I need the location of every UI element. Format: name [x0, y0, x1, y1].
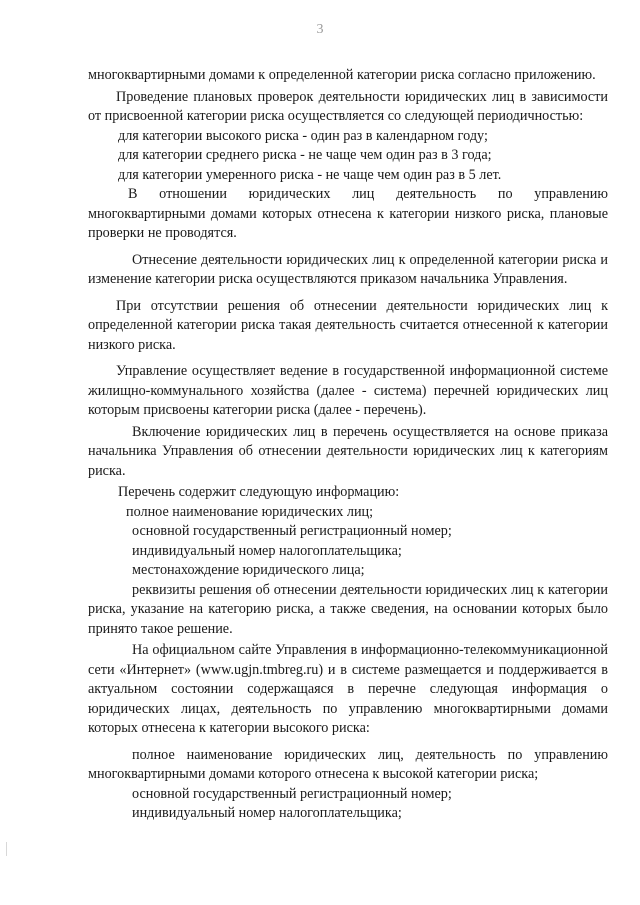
- list-item: для категории высокого риска - один раз в календарном году;: [118, 127, 488, 144]
- list-item: реквизиты решения об отнесении деятельности юридических лиц к категории риска, указание на категорию риска, а также сведения, на основании которых было принято такое решение.: [88, 581, 608, 637]
- paragraph: В отношении юридических лиц деятельность по управлению многоквартирными домами которых отнесена к категории низкого риска, плановые проверки не проводятся.: [88, 186, 608, 241]
- paragraph: Проведение плановых проверок деятельности юридических лиц в зависимости от присвоенной категории риска осуществляется со следующей периодичностью:: [88, 88, 608, 124]
- paragraph: Включение юридических лиц в перечень осуществляется на основе приказа начальника Управления об отнесении деятельности юридических лиц к категориям риска.: [88, 423, 608, 479]
- list-item: индивидуальный номер налогоплательщика;: [132, 542, 402, 559]
- list-item: основной государственный регистрационный номер;: [132, 523, 452, 539]
- document-body: [88, 66, 608, 824]
- paragraph: При отсутствии решения об отнесении деятельности юридических лиц к определенной категории риска такая деятельность считается отнесенной к категории низкого риска.: [88, 297, 608, 353]
- paragraph: многоквартирными домами к определенной категории риска согласно приложению.: [88, 67, 596, 83]
- page-number: 3: [316, 22, 324, 37]
- paragraph: Перечень содержит следующую информацию:: [118, 484, 400, 500]
- list-item: основной государственный регистрационный номер;: [132, 785, 452, 802]
- list-item: полное наименование юридических лиц, деятельность по управлению многоквартирными домами которого отнесена к высокой категории риска;: [88, 746, 608, 782]
- scan-artifact: [6, 842, 7, 856]
- paragraph: Отнесение деятельности юридических лиц к определенной категории риска и изменение категории риска осуществляются приказом начальника Управления.: [88, 251, 608, 287]
- list-item: для категории умеренного риска - не чаще чем один раз в 5 лет.: [118, 166, 502, 183]
- paragraph: Управление осуществляет ведение в государственной информационной системе жилищно-коммунального хозяйства (далее - система) перечней юридических лиц которым присвоены категории риска (далее - перечень).: [88, 363, 608, 418]
- list-item: полное наименование юридических лиц;: [126, 503, 374, 520]
- list-item: местонахождение юридического лица;: [132, 562, 365, 578]
- list-item: для категории среднего риска - не чаще чем один раз в 3 года;: [118, 147, 492, 163]
- paragraph: На официальном сайте Управления в информационно-телекоммуникационной сети «Интернет» (www.ugjn.tmbreg.ru) и в системе размещается и поддерживается в актуальном состоянии содержащаяся в перечне следующая информация о юридических лицах, деятельность по управлению многоквартирными домами которых отнесена к категории высокого риска:: [88, 642, 608, 736]
- list-item: индивидуальный номер налогоплательщика;: [132, 805, 402, 821]
